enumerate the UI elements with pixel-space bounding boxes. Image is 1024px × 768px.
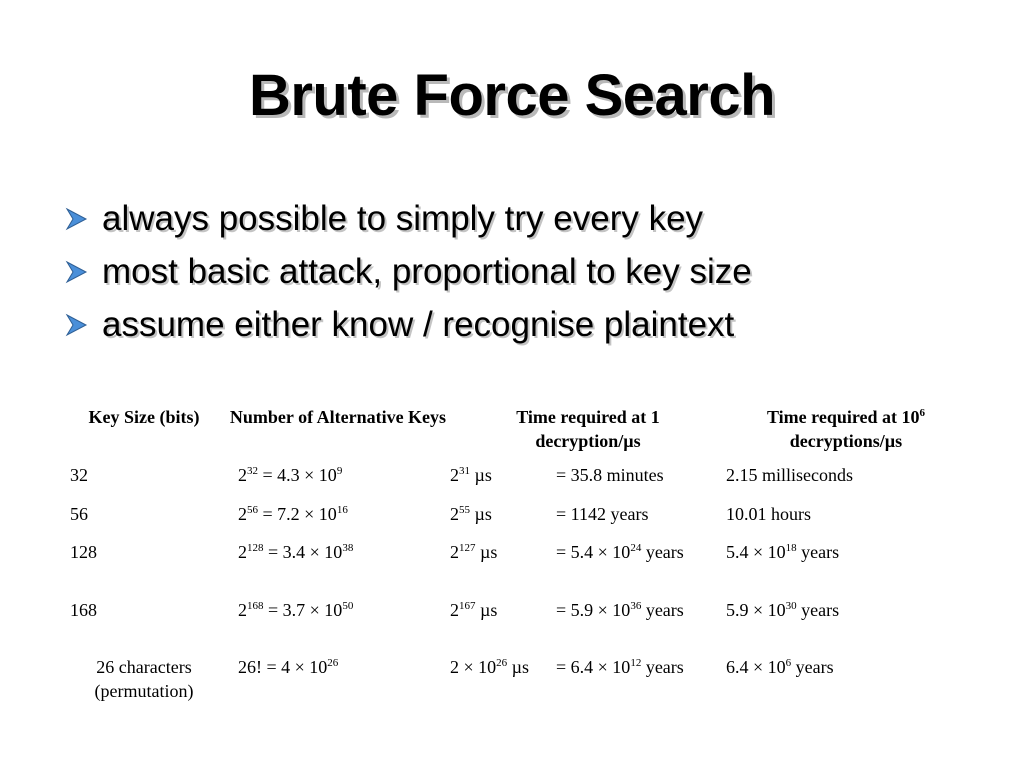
arrowhead-bullet-icon	[64, 313, 88, 337]
cell-time-million: $5.4 \times 10^{18}$ years	[726, 542, 840, 562]
header-alternative-keys: Number of Alternative Keys	[229, 407, 447, 427]
bullet-item	[64, 298, 752, 351]
header-time-one: Time required at 1 decryption/µs	[516, 407, 660, 451]
cell-alt-keys: $2^{32} = 4.3 \times 10^9$	[238, 465, 343, 485]
cell-time-one-equivalent: = 1142 years	[556, 504, 649, 524]
table-row	[62, 540, 966, 598]
arrowhead-bullet-icon	[64, 260, 88, 284]
cell-key-size: 32	[70, 465, 88, 485]
cell-time-one: $2^{167}$ µs	[450, 600, 498, 620]
arrowhead-bullet-icon	[64, 207, 88, 231]
table-row	[62, 655, 966, 703]
cell-time-one-equivalent: = 35.8 minutes	[556, 465, 664, 485]
table-row	[62, 502, 966, 540]
cell-key-size: 26 characters (permutation)	[94, 657, 194, 701]
bullet-list	[64, 192, 752, 351]
cell-time-one: $2 \times 10^{26}$ µs	[450, 657, 530, 677]
cell-alt-keys: 26! = $4 \times 10^{26}$	[238, 657, 339, 677]
cell-time-one: $2^{127}$ µs	[450, 542, 498, 562]
bullet-text: assume either know / recognise plaintext	[102, 304, 735, 344]
header-time-million: Time required at $10^6$ decryptions/µs	[767, 407, 925, 451]
cell-alt-keys: $2^{168} = 3.7 \times 10^{50}$	[238, 600, 354, 620]
cell-time-million: $6.4 \times 10^6$ years	[726, 657, 834, 677]
bullet-item	[64, 245, 752, 298]
cell-alt-keys: $2^{56} = 7.2 \times 10^{16}$	[238, 504, 348, 524]
table-row	[62, 598, 966, 655]
cell-key-size: 56	[70, 504, 88, 524]
cell-time-one-equivalent: = $5.9 \times 10^{36}$ years	[556, 600, 684, 620]
cell-key-size: 168	[70, 600, 97, 620]
cell-time-one-equivalent: = $6.4 \times 10^{12}$ years	[556, 657, 684, 677]
cell-alt-keys: $2^{128} = 3.4 \times 10^{38}$	[238, 542, 354, 562]
brute-force-table	[62, 405, 966, 703]
bullet-item	[64, 192, 752, 245]
cell-key-size: 128	[70, 542, 97, 562]
cell-time-million: 10.01 hours	[726, 504, 811, 524]
cell-time-million: $5.9 \times 10^{30}$ years	[726, 600, 840, 620]
cell-time-one: $2^{55}$ µs	[450, 504, 492, 524]
cell-time-million: 2.15 milliseconds	[726, 465, 853, 485]
cell-time-one: $2^{31}$ µs	[450, 465, 492, 485]
cell-time-one-equivalent: = $5.4 \times 10^{24}$ years	[556, 542, 684, 562]
bullet-text: most basic attack, proportional to key size	[102, 251, 752, 291]
header-key-size: Key Size (bits)	[88, 407, 200, 427]
table-row	[62, 463, 966, 502]
slide-title: Brute Force Search	[248, 63, 776, 128]
bullet-text: always possible to simply try every key	[102, 198, 704, 238]
